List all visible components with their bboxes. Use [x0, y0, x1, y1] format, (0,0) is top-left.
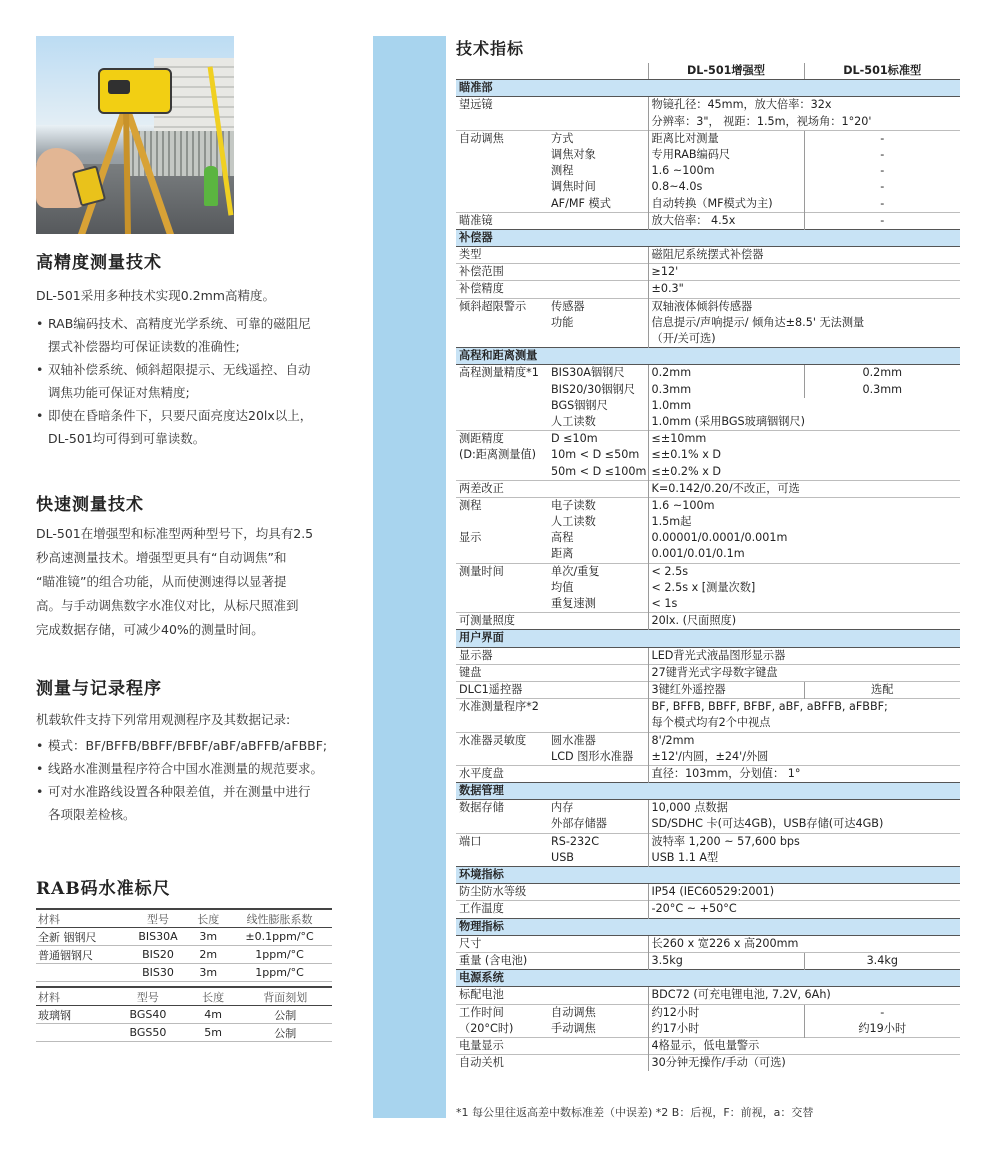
heading-precision: 高精度测量技术: [36, 253, 162, 273]
spec-subitem-label: 自动调焦: [548, 1004, 648, 1021]
list-item: • 双轴补偿系统、倾斜超限提示、无线遥控、自动 调焦功能可保证对焦精度;: [36, 358, 356, 404]
col-enhanced-header: DL-501增强型: [648, 63, 804, 80]
spec-item-label: 可测量照度: [456, 613, 548, 630]
rab-invar-table: [36, 908, 332, 982]
spec-row: [456, 664, 960, 681]
spec-row: [456, 382, 960, 398]
spec-value-standard: -: [804, 1004, 960, 1021]
table-cell: 5m: [188, 1024, 239, 1042]
spec-item-label: 电量显示: [456, 1037, 548, 1054]
programs-bullets: [36, 734, 356, 826]
spec-row: [456, 130, 960, 147]
spec-value-enhanced: 1.6 ~100m: [648, 163, 804, 179]
heading-speed: 快速测量技术: [36, 495, 144, 515]
spec-value-shared: 1.0mm (采用BGS玻璃铟钢尺): [648, 414, 960, 431]
spec-value-shared: ≤±0.2% x D: [648, 464, 960, 481]
table-row: [36, 1024, 332, 1042]
spec-item-label: 端口: [456, 833, 548, 850]
spec-subitem-label: 传感器: [548, 298, 648, 315]
table-row: [36, 1006, 332, 1024]
spec-subitem-label: 功能: [551, 315, 574, 329]
spec-value-standard: -: [804, 196, 960, 213]
spec-subitem-label: D ≤10m: [548, 431, 648, 448]
spec-item-label: [456, 715, 548, 732]
list-item: • 模式：BF/BFFB/BBFF/BFBF/aBF/aBFFB/aFBBF;: [36, 734, 356, 757]
spec-section-row: [456, 970, 960, 987]
table-cell: ±0.1ppm/°C: [227, 928, 332, 946]
spec-section-row: [456, 348, 960, 365]
spec-subitem-label: BIS30A铟钢尺: [551, 366, 625, 380]
spec-item-label: 自动调焦: [456, 130, 548, 147]
spec-item-label: [456, 514, 548, 530]
spec-subitem-label: [548, 884, 648, 901]
spec-item-label: 补偿精度: [456, 281, 548, 298]
spec-value-standard: -: [804, 179, 960, 195]
spec-item-label: 倾斜超限警示: [456, 298, 548, 315]
table-cell: 1ppm/°C: [227, 964, 332, 982]
spec-subitem-label: 内存: [551, 801, 574, 815]
spec-subitem-label: [548, 952, 648, 969]
spec-subitem-label: 单次/重复: [548, 563, 648, 580]
spec-subitem-label: [548, 247, 648, 264]
spec-value-standard: -: [804, 130, 960, 147]
table-cell: BIS20: [127, 946, 190, 964]
precision-bullets: [36, 312, 356, 450]
spec-section-row: [456, 783, 960, 800]
spec-value-shared: ≤±10mm: [648, 431, 960, 448]
spec-value-shared: （开/关可选): [648, 331, 960, 348]
spec-item-label: 类型: [459, 248, 482, 262]
spec-row: [456, 580, 960, 596]
spec-item-label: 显示器: [459, 648, 493, 662]
spec-value-enhanced: 自动转换（MF模式为主): [648, 196, 804, 213]
spec-value-shared: 信息提示/声响提示/ 倾角达±8.5' 无法测量: [648, 315, 960, 331]
spec-subitem-label: 均值: [551, 580, 574, 594]
spec-section-label: 环境指标: [456, 867, 960, 884]
spec-value-enhanced: 约12小时: [648, 1004, 804, 1021]
spec-subitem-label: USB: [551, 850, 574, 864]
spec-row: [456, 901, 960, 918]
table-header-cell: 长度: [189, 909, 227, 928]
spec-value-shared: 长260 x 宽226 x 高200mm: [648, 935, 960, 952]
spec-subitem-label: [548, 647, 648, 664]
spec-row: [456, 749, 960, 766]
spec-item-label: （20°C时): [459, 1021, 514, 1035]
table-header-cell: 背面刻划: [238, 987, 332, 1006]
spec-row: [456, 1004, 960, 1021]
spec-section-row: [456, 229, 960, 246]
spec-subitem-label: 方式: [548, 130, 648, 147]
spec-subitem-label: [548, 1037, 648, 1054]
table-header-cell: 材料: [36, 987, 108, 1006]
spec-subitem-label: [548, 281, 648, 298]
spec-value-shared: 波特率 1,200 ~ 57,600 bps: [648, 833, 960, 850]
spec-subitem-label: 人工读数: [551, 515, 596, 529]
spec-section-label: 瞄准部: [456, 80, 960, 97]
table-row: [36, 928, 332, 946]
table-header-row: [36, 909, 332, 928]
spec-value-shared: 0.001/0.01/0.1m: [648, 546, 960, 563]
spec-value-shared: ≤±0.1% x D: [648, 447, 960, 463]
list-item: • 即使在昏暗条件下，只要尺面亮度达20lx以上， DL-501均可得到可靠读数。: [36, 404, 356, 450]
table-cell: [36, 1024, 108, 1042]
table-header-cell: 型号: [108, 987, 188, 1006]
spec-value-shared: ≥12': [648, 264, 960, 281]
spec-value-shared: ±0.3": [648, 281, 960, 298]
spec-row: [456, 447, 960, 463]
spec-row: [456, 699, 960, 716]
spec-value-enhanced: 0.3mm: [648, 382, 804, 398]
spec-row: [456, 647, 960, 664]
spec-value-standard: -: [804, 163, 960, 179]
spec-value-enhanced: 0.8~4.0s: [648, 179, 804, 195]
spec-value-enhanced: 放大倍率： 4.5x: [648, 212, 804, 229]
spec-value-shared: LED背光式液晶图形显示器: [648, 647, 960, 664]
spec-subitem-label: AF/MF 模式: [551, 196, 611, 210]
spec-subitem-label: 人工读数: [551, 414, 596, 428]
spec-value-shared: BF, BFFB, BBFF, BFBF, aBF, aBFFB, aFBBF;: [648, 699, 960, 716]
spec-row: [456, 365, 960, 382]
spec-value-enhanced: 3.5kg: [648, 952, 804, 969]
spec-value-shared: 磁阻尼系统摆式补偿器: [648, 247, 960, 264]
spec-row: [456, 264, 960, 281]
spec-section-label: 补偿器: [456, 229, 960, 246]
spec-subitem-label: [548, 114, 648, 131]
table-header-row: [36, 987, 332, 1006]
spec-item-label: [456, 315, 548, 331]
spec-section-row: [456, 918, 960, 935]
precision-intro: DL-501采用多种技术实现0.2mm高精度。: [36, 288, 275, 303]
spec-section-label: 用户界面: [456, 630, 960, 647]
spec-section-row: [456, 80, 960, 97]
spec-item-label: 防尘防水等级: [459, 885, 527, 899]
spec-subitem-label: [548, 765, 648, 782]
spec-subitem-label: 调焦对象: [551, 147, 596, 161]
spec-subitem-label: 50m < D ≤100m: [551, 464, 647, 478]
product-photo: [36, 36, 234, 234]
spec-row: [456, 833, 960, 850]
spec-value-enhanced: 专用RAB编码尺: [648, 147, 804, 163]
spec-subitem-label: 外部存储器: [551, 817, 607, 831]
spec-subitem-label: [548, 331, 648, 348]
spec-value-shared: 20lx. (尺面照度): [648, 613, 960, 630]
spec-subitem-label: 10m < D ≤50m: [551, 448, 640, 462]
spec-section-label: 高程和距离测量: [456, 348, 960, 365]
decorative-blue-bar: [373, 36, 446, 1118]
spec-item-label: 工作温度: [456, 901, 548, 918]
list-item: • RAB编码技术、高精度光学系统、可靠的磁阻尼 摆式补偿器均可保证读数的准确性;: [36, 312, 356, 358]
spec-value-shared: 27键背光式字母数字键盘: [648, 664, 960, 681]
left-column: [36, 36, 336, 1040]
heading-programs: 测量与记录程序: [36, 679, 162, 699]
rab-fiberglass-table: [36, 986, 332, 1042]
spec-row: [456, 147, 960, 163]
spec-subitem-label: [548, 699, 648, 716]
spec-value-shared: 10,000 点数据: [648, 800, 960, 817]
spec-subitem-label: [548, 480, 648, 497]
spec-value-shared: < 2.5s: [648, 563, 960, 580]
spec-item-label: 重量 (含电池): [456, 952, 548, 969]
spec-value-standard: 0.3mm: [804, 382, 960, 398]
spec-value-shared: 直径：103mm，分划值： 1°: [648, 765, 960, 782]
spec-item-label: 补偿范围: [456, 264, 548, 281]
spec-item-label: (D:距离测量值): [459, 448, 537, 462]
table-header-cell: 型号: [127, 909, 190, 928]
speed-paragraph: DL-501在增强型和标准型两种型号下，均具有2.5 秒高速测量技术。增强型更具有“自动调焦”和 “瞄准镜”的组合功能，从而使测速得以显著提 高。与手动调焦数字水准仪对比，从标尺照准到 完成数据存储，可减少40%的测量时间。: [36, 526, 314, 637]
spec-section-label: 数据管理: [456, 783, 960, 800]
spec-row: [456, 765, 960, 782]
table-row: [36, 964, 332, 982]
spec-subitem-label: 高程: [551, 531, 574, 545]
list-item: • 可对水准路线设置各种限差值，并在测量中进行 各项限差检核。: [36, 780, 356, 826]
spec-value-shared: -20°C ~ +50°C: [648, 901, 960, 918]
spec-item-label: 水平度盘: [456, 765, 548, 782]
spec-item-label: 数据存储: [459, 801, 504, 815]
spec-row: [456, 987, 960, 1004]
spec-item-label: 两差改正: [456, 480, 548, 497]
spec-subitem-label: BIS20/30铟钢尺: [551, 382, 635, 396]
spec-item-label: [456, 179, 548, 195]
spec-value-shared: < 2.5s x [测量次数]: [648, 580, 960, 596]
spec-subitem-label: [548, 97, 648, 114]
spec-row: [456, 1021, 960, 1038]
table-cell: 普通铟钢尺: [36, 946, 127, 964]
spec-item-label: [456, 580, 548, 596]
spec-value-shared: ±12'/内圆，±24'/外圆: [648, 749, 960, 766]
table-cell: BGS50: [108, 1024, 188, 1042]
spec-row: [456, 464, 960, 481]
spec-item-label: 尺寸: [459, 936, 482, 950]
spec-subitem-label: [548, 681, 648, 698]
spec-item-label: [456, 596, 548, 613]
spec-value-standard: 0.2mm: [804, 365, 960, 382]
spec-value-enhanced: 约17小时: [648, 1021, 804, 1038]
spec-header-row: [456, 63, 960, 80]
spec-item-label: [456, 816, 548, 833]
spec-value-enhanced: 0.2mm: [648, 365, 804, 382]
spec-row: [456, 732, 960, 749]
spec-item-label: 水准器灵敏度: [456, 732, 548, 749]
spec-item-label: [456, 196, 548, 213]
spec-value-shared: 4格显示，低电量警示: [648, 1037, 960, 1054]
spec-row: [456, 212, 960, 229]
spec-value-shared: SD/SDHC 卡(可达4GB)，USB存储(可达4GB): [648, 816, 960, 833]
spec-row: [456, 497, 960, 514]
spec-row: [456, 247, 960, 264]
spec-item-label: DLC1遥控器: [456, 681, 548, 698]
spec-value-standard: 选配: [804, 681, 960, 698]
spec-value-enhanced: 3键红外遥控器: [648, 681, 804, 698]
spec-subitem-label: [548, 901, 648, 918]
tripod-graphic: [76, 96, 176, 234]
spec-item-label: [456, 382, 548, 398]
spec-subitem-label: [548, 664, 648, 681]
spec-value-enhanced: 距离比对测量: [648, 130, 804, 147]
spec-item-label: [456, 464, 548, 481]
table-header-cell: 线性膨胀系数: [227, 909, 332, 928]
table-cell: 1ppm/°C: [227, 946, 332, 964]
spec-subitem-label: 调焦时间: [551, 180, 596, 194]
spec-title: 技术指标: [456, 39, 525, 58]
spec-item-label: [456, 546, 548, 563]
table-cell: 4m: [188, 1006, 239, 1024]
spec-row: [456, 546, 960, 563]
programs-intro: 机载软件支持下列常用观测程序及其数据记录:: [36, 712, 291, 727]
table-row: [36, 946, 332, 964]
spec-row: [456, 596, 960, 613]
spec-subitem-label: 重复速测: [551, 597, 596, 610]
table-cell: BIS30A: [127, 928, 190, 946]
spec-item-label: [456, 163, 548, 179]
spec-item-label: [456, 414, 548, 431]
spec-value-shared: K=0.142/0.20/不改正，可选: [648, 480, 960, 497]
spec-row: [456, 935, 960, 952]
spec-subitem-label: [548, 935, 648, 952]
spec-row: [456, 884, 960, 901]
table-header-cell: 长度: [188, 987, 239, 1006]
spec-row: [456, 1037, 960, 1054]
spec-row: [456, 97, 960, 114]
spec-row: [456, 331, 960, 348]
spec-section-label: 物理指标: [456, 918, 960, 935]
spec-row: [456, 414, 960, 431]
spec-subitem-label: 圆水准器: [548, 732, 648, 749]
spec-row: [456, 681, 960, 698]
spec-value-shared: < 1s: [648, 596, 960, 613]
spec-row: [456, 163, 960, 179]
spec-row: [456, 398, 960, 414]
table-cell: BGS40: [108, 1006, 188, 1024]
spec-row: [456, 613, 960, 630]
spec-row: [456, 530, 960, 546]
table-cell: 3m: [189, 964, 227, 982]
spec-value-standard: -: [804, 147, 960, 163]
spec-subitem-label: [548, 715, 648, 732]
spec-subitem-label: [548, 987, 648, 1004]
spec-row: [456, 281, 960, 298]
spec-item-label: 测量时间: [456, 563, 548, 580]
spec-row: [456, 514, 960, 530]
spec-value-standard: 3.4kg: [804, 952, 960, 969]
spec-row: [456, 179, 960, 195]
list-item: • 线路水准测量程序符合中国水准测量的规范要求。: [36, 757, 356, 780]
spec-row: [456, 850, 960, 867]
spec-subitem-label: [548, 613, 648, 630]
spec-row: [456, 816, 960, 833]
spec-subitem-label: BGS铟钢尺: [551, 398, 608, 412]
table-cell: 公制: [238, 1006, 332, 1024]
spec-value-shared: 30分钟无操作/手动（可选): [648, 1055, 960, 1072]
spec-row: [456, 196, 960, 213]
spec-item-label: [456, 114, 548, 131]
footnote: *1 每公里往返高差中数标准差（中误差) *2 B：后视，F：前视，a：交替: [456, 1106, 814, 1119]
spec-item-label: 水准测量程序*2: [456, 699, 548, 716]
spec-value-shared: 8'/2mm: [648, 732, 960, 749]
table-cell: 玻璃钢: [36, 1006, 108, 1024]
spec-item-label: [456, 850, 548, 867]
col-standard-header: DL-501标准型: [804, 63, 960, 80]
spec-item-label: [456, 749, 548, 766]
spec-item-label: 望远镜: [459, 98, 493, 112]
spec-row: [456, 952, 960, 969]
spec-value-shared: USB 1.1 A型: [648, 850, 960, 867]
table-cell: 全新 铟钢尺: [36, 928, 127, 946]
spec-subitem-label: 测程: [551, 164, 574, 178]
spec-value-shared: 分辨率：3"， 视距：1.5m，视场角：1°20': [648, 114, 960, 131]
spec-row: [456, 114, 960, 131]
spec-row: [456, 315, 960, 331]
spec-value-shared: 0.00001/0.0001/0.001m: [648, 530, 960, 546]
spec-subitem-label: [548, 212, 648, 229]
spec-subitem-label: 电子读数: [548, 497, 648, 514]
spec-value-shared: 1.5m起: [648, 514, 960, 530]
table-header-cell: 材料: [36, 909, 127, 928]
spec-value-shared: 1.0mm: [648, 398, 960, 414]
spec-row: [456, 431, 960, 448]
spec-item-label: 工作时间: [456, 1004, 548, 1021]
table-cell: 3m: [189, 928, 227, 946]
spec-item-label: 键盘: [456, 664, 548, 681]
spec-item-label: 自动关机: [456, 1055, 548, 1072]
spec-item-label: [456, 398, 548, 414]
spec-value-shared: 双轴液体倾斜传感器: [648, 298, 960, 315]
spec-subitem-label: RS-232C: [548, 833, 648, 850]
spec-row: [456, 715, 960, 732]
spec-value-shared: 1.6 ~100m: [648, 497, 960, 514]
spec-table: [456, 63, 960, 1071]
spec-item-label: 显示: [459, 531, 482, 545]
spec-value-shared: 每个模式均有2个中视点: [648, 715, 960, 732]
spec-value-shared: BDC72 (可充电锂电池, 7.2V, 6Ah): [648, 987, 960, 1004]
spec-value-standard: -: [804, 212, 960, 229]
spec-item-label: 测程: [456, 497, 548, 514]
spec-subitem-label: 距离: [551, 547, 574, 561]
spec-item-label: [456, 147, 548, 163]
spec-item-label: 高程测量精度*1: [459, 366, 539, 380]
spec-subitem-label: [548, 1055, 648, 1072]
worker-graphic: [204, 166, 218, 206]
heading-staff: RAB码水准标尺: [36, 879, 171, 899]
level-instrument-graphic: [98, 68, 172, 114]
spec-item-label: 标配电池: [459, 988, 504, 1002]
table-cell: 公制: [238, 1024, 332, 1042]
spec-value-standard: 约19小时: [804, 1021, 960, 1038]
table-cell: 2m: [189, 946, 227, 964]
spec-section-row: [456, 630, 960, 647]
spec-subitem-label: 手动调焦: [551, 1021, 596, 1035]
spec-section-label: 电源系统: [456, 970, 960, 987]
spec-row: [456, 800, 960, 817]
spec-row: [456, 1055, 960, 1072]
spec-section-row: [456, 867, 960, 884]
table-cell: BIS30: [127, 964, 190, 982]
table-cell: [36, 964, 127, 982]
spec-item-label: 瞄准镜: [456, 212, 548, 229]
spec-value-shared: IP54 (IEC60529:2001): [648, 884, 960, 901]
spec-subitem-label: LCD 图形水准器: [551, 749, 634, 763]
spec-section: [456, 36, 960, 1071]
spec-value-shared: 物镜孔径：45mm，放大倍率：32x: [648, 97, 960, 114]
spec-row: [456, 563, 960, 580]
spec-item-label: 测距精度: [456, 431, 548, 448]
spec-subitem-label: [548, 264, 648, 281]
spec-row: [456, 480, 960, 497]
spec-row: [456, 298, 960, 315]
spec-item-label: [456, 331, 548, 348]
